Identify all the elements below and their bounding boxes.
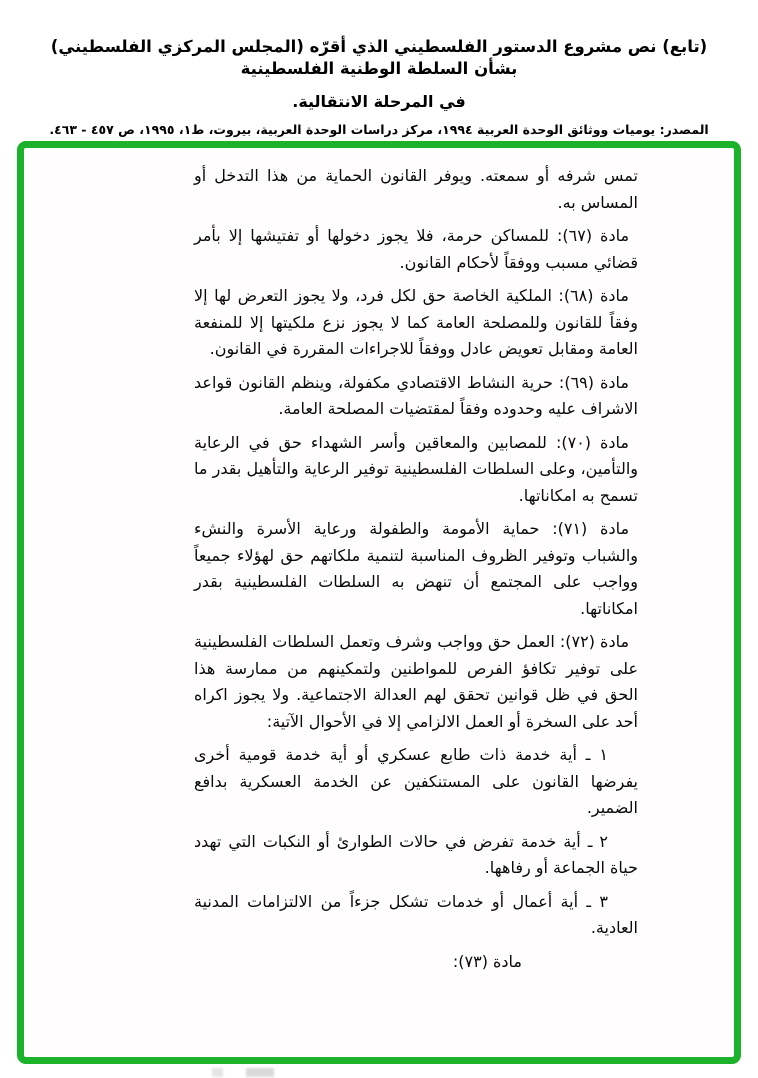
document-title-line1: (تابع) نص مشروع الدستور الفلسطيني الذي أقرّه (المجلس المركزي الفلسطيني) بشأن السلطة الوطنية الفلسطينية	[50, 37, 708, 78]
article-70: مادة (٧٠): للمصابين والمعاقين وأسر الشهداء حق في الرعاية والتأمين، وعلى السلطات الفلسطينية توفير الرعاية والتأهيل بقدر ما تسمح به امكاناتها.	[194, 432, 638, 505]
document-title-line2: في المرحلة الانتقالية.	[292, 92, 466, 111]
article-67: مادة (٦٧): للمساكن حرمة، فلا يجوز دخولها أو تفتيشها إلا بأمر قضائي مسبب ووفقاً لأحكام القانون.	[194, 226, 638, 272]
article-69: مادة (٦٩): حرية النشاط الاقتصادي مكفولة، وينظم القانون قواعد الاشراف عليه وحدوده وفقاً لمقتضيات المصلحة العامة.	[194, 372, 638, 418]
article-72-item-1: ١ ـ أية خدمة ذات طابع عسكري أو أية خدمة قومية أخرى يفرضها القانون على المستنكفين عن الخدمة العسكرية بدافع الضمير.	[194, 745, 638, 817]
article-72: مادة (٧٢): العمل حق وواجب وشرف وتعمل السلطات الفلسطينية على توفير تكافؤ الفرص للمواطنين ولتمكينهم من ممارسة هذا الحق في ظل قوانين تحقق لهم العدالة الاجتماعية. ولا يجوز اكراه أحد على السخرة أو العمل الالزامي إلا في الأحوال الآتية:	[194, 632, 638, 731]
document-header	[0, 36, 758, 138]
article-71: مادة (٧١): حماية الأمومة والطفولة ورعاية الأسرة والنشء والشباب وتوفير الظروف المناسبة لتنمية ملكاتهم حق لهؤلاء جميعاً وواجب على المجتمع أن تنهض به السلطات الفلسطينية بقدر امكاناتها.	[194, 519, 638, 618]
paragraph-continuation: تمس شرفه أو سمعته. ويوفر القانون الحماية من هذا التدخل أو المساس به.	[194, 166, 638, 212]
cut-off-print-artifact	[212, 1068, 274, 1077]
source-citation: المصدر: يوميات ووثائق الوحدة العربية ١٩٩٤، مركز دراسات الوحدة العربية، بيروت، ط١، ١٩٩٥، ص ٤٥٧ - ٤٦٣.	[49, 122, 709, 137]
article-68: مادة (٦٨): الملكية الخاصة حق لكل فرد، ولا يجوز التعرض لها إلا وفقاً للقانون وللمصلحة العامة كما لا يجوز نزع ملكيتها إلا للمنفعة العامة ومقابل تعويض عادل ووفقاً للاجراءات المقررة في القانون.	[194, 286, 638, 358]
article-73-heading: مادة (٧٣):	[452, 951, 522, 971]
article-72-item-2: ٢ ـ أية خدمة تفرض في حالات الطوارئ أو النكبات التي تهدد حياة الجماعة أو رفاهها.	[194, 831, 638, 877]
article-72-item-3: ٣ ـ أية أعمال أو خدمات تشكل جزءاً من الالتزامات المدنية العادية.	[194, 891, 638, 937]
body-text-column	[194, 163, 638, 982]
scan-highlight-frame	[17, 141, 741, 1064]
